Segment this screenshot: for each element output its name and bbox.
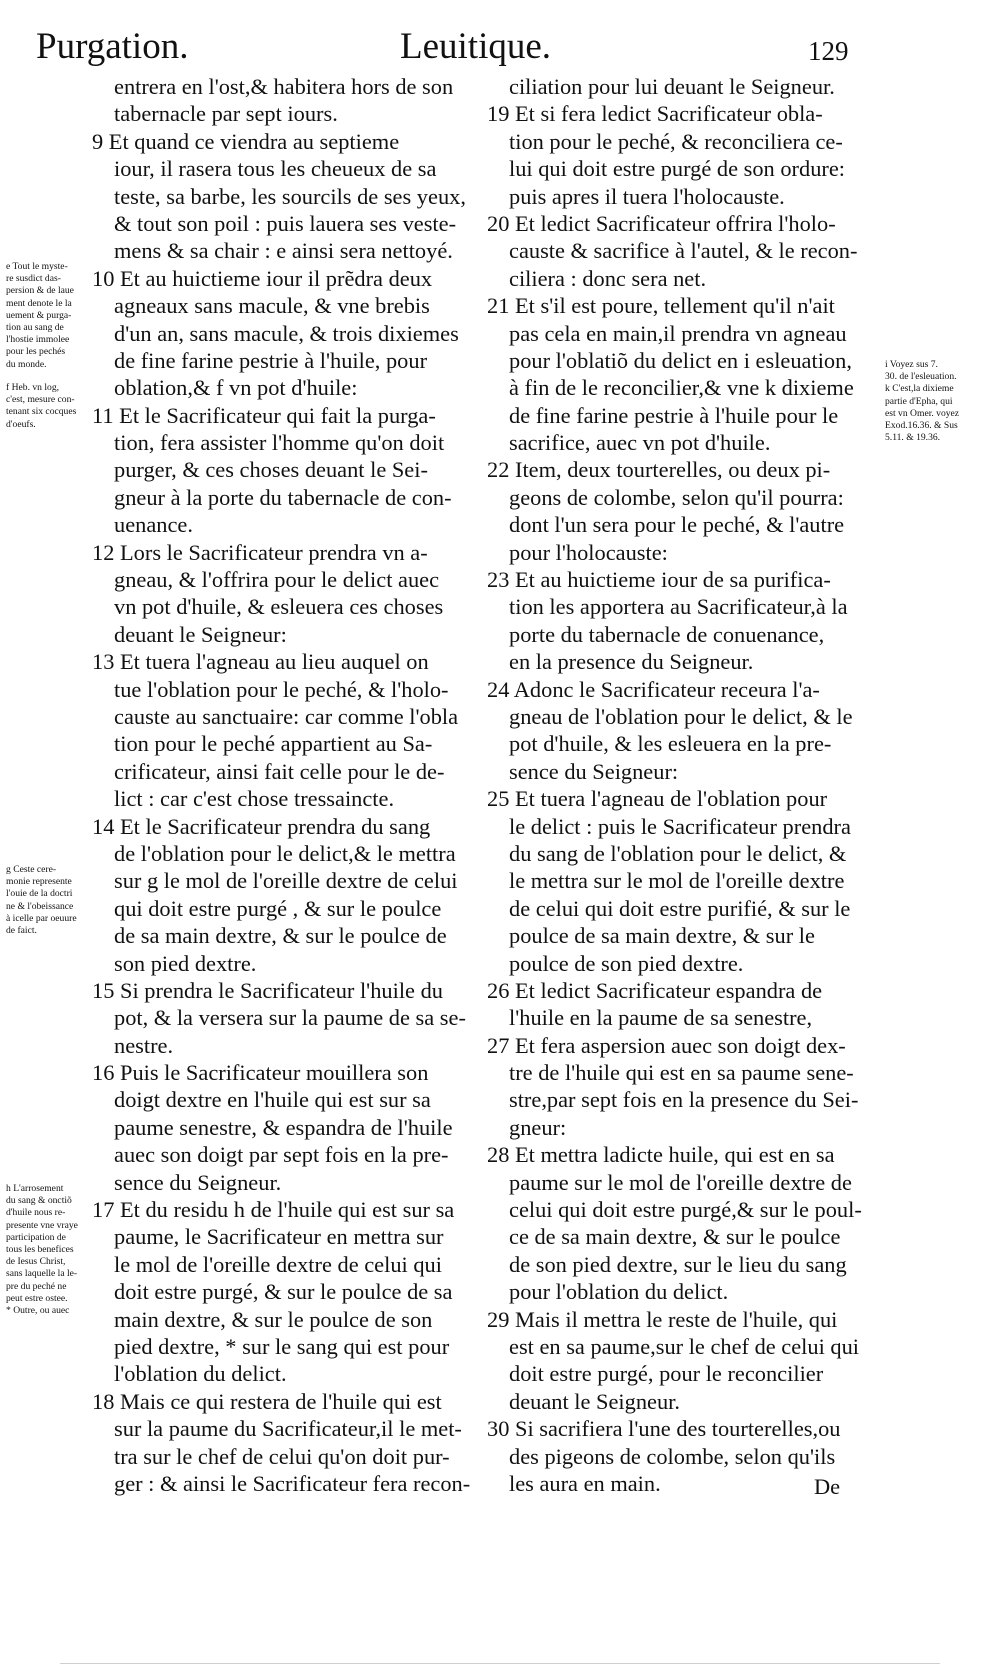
text-line: tra sur le chef de celui qu'on doit pur-	[114, 1443, 450, 1469]
margin-note-line: d'oeufs.	[6, 418, 36, 430]
margin-note-g	[6, 864, 77, 937]
margin-note-line: g Ceste cere-	[6, 864, 57, 875]
text-line: 25 Et tuera l'agneau de l'oblation pour	[487, 786, 828, 812]
text-line: 24 Adonc le Sacrificateur receura l'a-	[487, 676, 820, 702]
text-line: uenance.	[114, 512, 193, 538]
text-line: pour l'oblatiõ du delict en i esleuation,	[509, 347, 852, 373]
margin-note-line: l'ouie de la doctri	[6, 888, 73, 900]
text-line: 22 Item, deux tourterelles, ou deux pi-	[487, 457, 831, 483]
right-text-column	[487, 73, 862, 1497]
margin-note-line: presente vne vraye	[6, 1219, 78, 1231]
margin-note-line: d'huile nous re-	[6, 1207, 66, 1219]
running-head-book: Leuitique.	[400, 26, 552, 67]
text-line: deuant le Seigneur:	[114, 621, 287, 647]
margin-note-line: ment denote le la	[6, 297, 72, 309]
margin-note-line: e Tout le myste-	[6, 261, 68, 272]
left-text-column	[92, 73, 471, 1497]
text-line: mens & sa chair : e ainsi sera nettoyé.	[114, 238, 453, 264]
text-line: de l'oblation pour le delict,& le mettra	[114, 840, 456, 866]
margin-note-line: tous les benefices	[6, 1244, 74, 1256]
text-line: est en sa paume,sur le chef de celui qui	[509, 1333, 860, 1359]
text-line: 18 Mais ce qui restera de l'huile qui est	[92, 1388, 442, 1414]
text-line: purger, & ces choses deuant le Sei-	[114, 457, 428, 483]
text-line: & tout son poil : puis lauera ses veste-	[114, 210, 457, 236]
text-line: les aura en main.	[509, 1470, 661, 1496]
text-line: 30 Si sacrifiera l'une des tourterelles,ou	[487, 1416, 841, 1442]
text-line: 14 Et le Sacrificateur prendra du sang	[92, 813, 431, 839]
text-line: 10 Et au huictieme iour il prẽdra deux	[92, 265, 433, 291]
text-line: 16 Puis le Sacrificateur mouillera son	[92, 1060, 429, 1086]
text-line: poulce de sa main dextre, & sur le	[509, 923, 815, 949]
text-line: tabernacle par sept iours.	[114, 101, 338, 127]
text-line: tion pour le peché, & reconciliera ce-	[509, 128, 843, 154]
text-line: 27 Et fera aspersion auec son doigt dex-	[487, 1032, 846, 1058]
margin-note-line: pour les pechés	[6, 346, 66, 358]
text-line: paume sur le mol de l'oreille dextre de	[509, 1169, 852, 1195]
text-line: l'oblation du delict.	[114, 1361, 287, 1387]
text-line: sur la paume du Sacrificateur,il le met-	[114, 1416, 462, 1442]
text-line: gneau de l'oblation pour le delict, & le	[509, 703, 853, 729]
text-line: gneau, & l'offrira pour le delict auec	[114, 567, 440, 593]
text-line: son pied dextre.	[114, 950, 257, 976]
text-line: doit estre purgé, & sur le poulce de sa	[114, 1279, 453, 1305]
text-line: 17 Et du residu h de l'huile qui est sur sa	[92, 1197, 455, 1223]
text-line: lui qui doit estre purgé de son ordure:	[509, 156, 846, 182]
text-line: pot d'huile, & les esleuera en la pre-	[509, 731, 832, 757]
margin-note-line: de Iesus Christ,	[6, 1256, 66, 1268]
margin-note-line: pre du peché ne	[6, 1280, 67, 1292]
text-line: iour, il rasera tous les cheueux de sa	[114, 156, 437, 182]
text-line: entrera en l'ost,& habitera hors de son	[114, 74, 454, 99]
text-line: pied dextre, * sur le sang qui est pour	[114, 1333, 450, 1359]
text-line: ger : & ainsi le Sacrificateur fera recon-	[114, 1470, 471, 1496]
margin-note-line: monie represente	[6, 876, 72, 888]
text-line: de fine farine pestrie à l'huile, pour	[114, 347, 428, 373]
text-line: ce de sa main dextre, & sur le poulce	[509, 1224, 841, 1250]
margin-note-line: sans laquelle la le-	[6, 1268, 78, 1280]
text-line: 21 Et s'il est poure, tellement qu'il n'ait	[487, 293, 835, 319]
text-line: pour l'holocauste:	[509, 539, 668, 565]
text-line: tion les apportera au Sacrificateur,à la	[509, 594, 848, 620]
margin-note-line: k C'est,la dixieme	[885, 383, 954, 395]
text-line: 15 Si prendra le Sacrificateur l'huile du	[92, 977, 443, 1003]
text-line: pas cela en main,il prendra vn agneau	[509, 320, 847, 346]
margin-note-line: l'hostie immolee	[6, 334, 70, 346]
text-line: oblation,& f vn pot d'huile:	[114, 375, 358, 401]
margin-note-line: de faict.	[6, 925, 37, 937]
text-line: porte du tabernacle de conuenance,	[509, 621, 825, 647]
margin-note-line: peut estre ostee.	[6, 1292, 68, 1304]
text-line: 23 Et au huictieme iour de sa purifica-	[487, 567, 831, 593]
margin-note-line: ne & l'obeissance	[6, 900, 74, 912]
margin-note-line: participation de	[6, 1231, 66, 1243]
text-line: de fine farine pestrie à l'huile pour le	[509, 402, 839, 428]
text-line: nestre.	[114, 1032, 174, 1058]
text-line: 13 Et tuera l'agneau au lieu auquel on	[92, 649, 429, 675]
text-line: tion pour le peché appartient au Sa-	[114, 731, 433, 757]
text-line: paume, le Sacrificateur en mettra sur	[114, 1224, 444, 1250]
text-line: tue l'oblation pour le peché, & l'holo-	[114, 676, 449, 702]
margin-note-e	[6, 261, 74, 371]
text-line: de son pied dextre, sur le lieu du sang	[509, 1251, 847, 1277]
bottom-rule	[60, 1663, 940, 1664]
text-line: de sa main dextre, & sur le poulce de	[114, 923, 447, 949]
text-line: main dextre, & sur le poulce de son	[114, 1306, 433, 1332]
margin-note-line: uement & purga-	[6, 309, 72, 321]
text-line: crificateur, ainsi fait celle pour le de-	[114, 758, 445, 784]
text-line: le mettra sur le mol de l'oreille dextre	[509, 868, 845, 894]
text-line: sence du Seigneur.	[114, 1169, 282, 1195]
text-line: sence du Seigneur:	[509, 758, 679, 784]
margin-note-line: i Voyez sus 7.	[885, 359, 938, 370]
margin-note-i	[885, 359, 959, 444]
text-line: causte au sanctuaire: car comme l'obla	[114, 703, 459, 729]
text-line: vn pot d'huile, & esleuera ces choses	[114, 594, 444, 620]
text-line: 20 Et ledict Sacrificateur offrira l'holo-	[487, 210, 836, 236]
text-line: tion, fera assister l'homme qu'on doit	[114, 430, 445, 456]
margin-note-line: à icelle par oeuure	[6, 912, 77, 924]
text-line: celui qui doit estre purgé,& sur le poul-	[509, 1197, 862, 1223]
margin-note-line: persion & de laue	[6, 285, 74, 297]
catchword: De	[814, 1474, 841, 1499]
text-line: d'un an, sans macule, & trois dixiemes	[114, 320, 459, 346]
margin-note-f	[6, 382, 76, 431]
text-line: lict : car c'est chose tressaincte.	[114, 786, 395, 812]
text-line: auec son doigt par sept fois en la pre-	[114, 1142, 449, 1168]
margin-note-line: du sang & onctiõ	[6, 1195, 72, 1207]
text-line: à fin de le reconcilier,& vne k dixieme	[509, 375, 854, 401]
text-line: qui doit estre purgé , & sur le poulce	[114, 895, 442, 921]
margin-note-line: 5.11. & 19.36.	[885, 432, 941, 444]
text-line: 19 Et si fera ledict Sacrificateur obla-	[487, 101, 823, 127]
text-line: des pigeons de colombe, selon qu'ils	[509, 1443, 836, 1469]
text-line: 12 Lors le Sacrificateur prendra vn a-	[92, 539, 428, 565]
text-line: tre de l'huile qui est en sa paume sene-	[509, 1060, 854, 1086]
margin-note-line: * Outre, ou auec	[6, 1305, 70, 1317]
margin-note-line: c'est, mesure con-	[6, 394, 75, 406]
text-line: poulce de son pied dextre.	[509, 950, 744, 976]
text-line: 9 Et quand ce viendra au septieme	[92, 128, 400, 154]
margin-note-line: tenant six cocques	[6, 406, 77, 418]
text-line: gneur à la porte du tabernacle de con-	[114, 484, 452, 510]
margin-note-line: est vn Omer. voyez	[885, 407, 960, 419]
text-line: dont l'un sera pour le peché, & l'autre	[509, 512, 845, 538]
text-line: puis apres il tuera l'holocauste.	[509, 183, 785, 209]
text-line: teste, sa barbe, les sourcils de ses yeux,	[114, 183, 466, 209]
running-head-left: Purgation.	[36, 26, 189, 67]
text-line: l'huile en la paume de sa senestre,	[509, 1005, 813, 1031]
text-line: paume senestre, & espandra de l'huile	[114, 1114, 453, 1140]
margin-note-line: 30. de l'esleuation.	[885, 371, 957, 383]
text-line: doit estre purgé, pour le reconcilier	[509, 1361, 824, 1387]
text-line: du sang de l'oblation pour le delict, &	[509, 840, 847, 866]
text-line: pot, & la versera sur la paume de sa se-	[114, 1005, 466, 1031]
margin-note-line: f Heb. vn log,	[6, 382, 60, 393]
page-number: 129	[808, 36, 849, 66]
text-line: en la presence du Seigneur.	[509, 649, 754, 675]
text-line: causte & sacrifice à l'autel, & le recon-	[509, 238, 858, 264]
margin-note-line: partie d'Epha, qui	[885, 395, 953, 407]
text-line: 11 Et le Sacrificateur qui fait la purga-	[92, 402, 436, 428]
text-line: le mol de l'oreille dextre de celui qui	[114, 1251, 442, 1277]
text-line: de celui qui doit estre purifié, & sur le	[509, 895, 851, 921]
text-line: le delict : puis le Sacrificateur prendra	[509, 813, 851, 839]
text-line: deuant le Seigneur.	[509, 1388, 680, 1414]
text-line: gneur:	[509, 1114, 567, 1140]
margin-note-line: h L'arrosement	[6, 1183, 64, 1194]
text-line: sur g le mol de l'oreille dextre de celui	[114, 868, 458, 894]
text-line: geons de colombe, selon qu'il pourra:	[509, 484, 844, 510]
margin-note-h	[6, 1183, 78, 1317]
margin-note-line: re susdict das-	[6, 273, 61, 285]
text-line: 28 Et mettra ladicte huile, qui est en sa	[487, 1142, 835, 1168]
text-line: doigt dextre en l'huile qui est sur sa	[114, 1087, 431, 1113]
margin-note-line: du monde.	[6, 358, 47, 370]
text-line: stre,par sept fois en la presence du Sei-	[509, 1087, 859, 1113]
text-line: ciliation pour lui deuant le Seigneur.	[509, 74, 835, 99]
text-line: ciliera : donc sera net.	[509, 265, 707, 291]
text-line: 26 Et ledict Sacrificateur espandra de	[487, 977, 823, 1003]
margin-note-line: tion au sang de	[6, 322, 64, 334]
text-line: sacrifice, auec vn pot d'huile.	[509, 430, 771, 456]
text-line: agneaux sans macule, & vne brebis	[114, 293, 430, 319]
margin-note-line: Exod.16.36. & Sus	[885, 420, 958, 432]
text-line: pour l'oblation du delict.	[509, 1279, 729, 1305]
text-line: 29 Mais il mettra le reste de l'huile, qui	[487, 1306, 838, 1332]
